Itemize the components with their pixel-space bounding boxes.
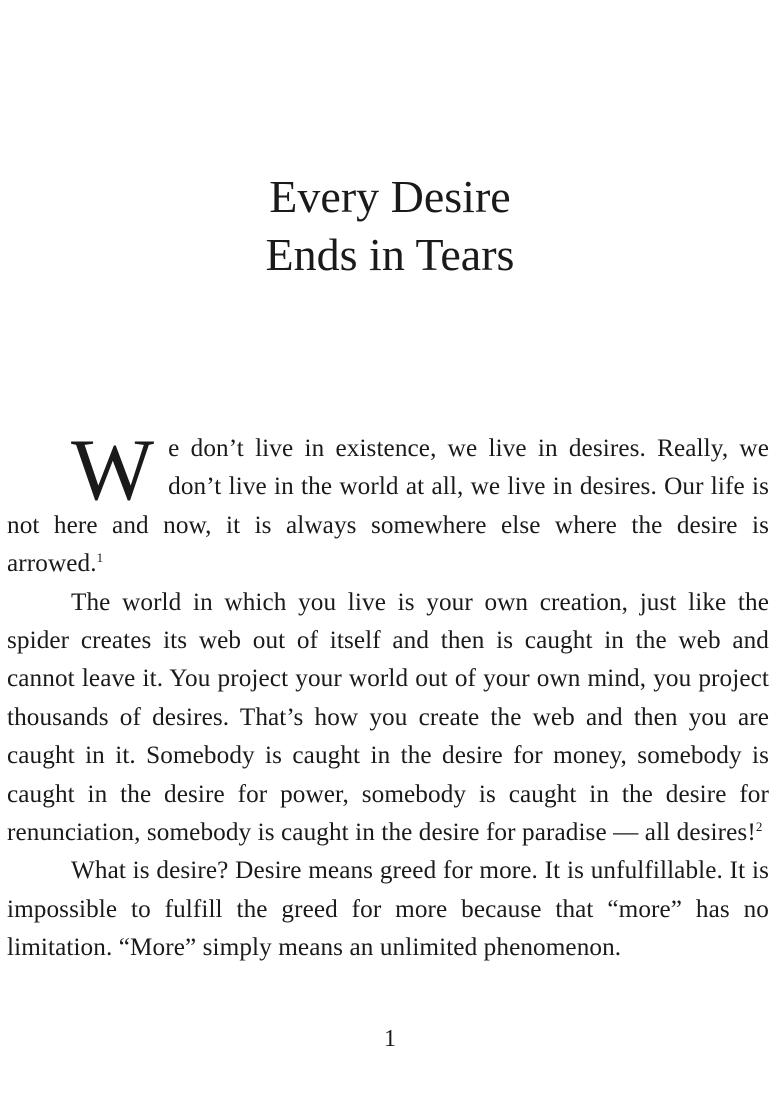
chapter-title-line-1: Every Desire xyxy=(269,171,511,222)
drop-cap: W xyxy=(71,422,155,519)
chapter-title-line-2: Ends in Tears xyxy=(265,229,515,280)
paragraph-2 xyxy=(7,584,769,853)
footnote-marker-1[interactable]: 1 xyxy=(96,550,104,566)
footnote-marker-2[interactable]: 2 xyxy=(755,819,763,835)
paragraph-1 xyxy=(7,422,769,584)
paragraph-1-text: e don’t live in existence, we live in desires. Really, we don’t live in the world at all, we live in desires. Our life is not here and now, it is always somewhere else where the desire is arrowed. xyxy=(7,435,769,578)
page-number: 1 xyxy=(384,1026,396,1052)
paragraph-3-text: What is desire? Desire means greed for more. It is unfulfillable. It is impossible to fulfill the greed for more because that “more” has no limitation. “More” simply means an unlimited phenomenon. xyxy=(7,857,769,962)
paragraph-2-text: The world in which you live is your own creation, just like the spider creates its web out of itself and then is caught in the web and cannot leave it. You project your world out of your own mind, you project thousands of desires. That’s how you create the web and then you are caught in it. Somebody is caught in the desire for money, somebody is caught in the desire for power, somebody is caught in the desire for renunciation, somebody is caught in the desire for paradise — all desires! xyxy=(7,588,769,847)
paragraph-3 xyxy=(7,852,769,967)
chapter-body xyxy=(7,422,769,968)
